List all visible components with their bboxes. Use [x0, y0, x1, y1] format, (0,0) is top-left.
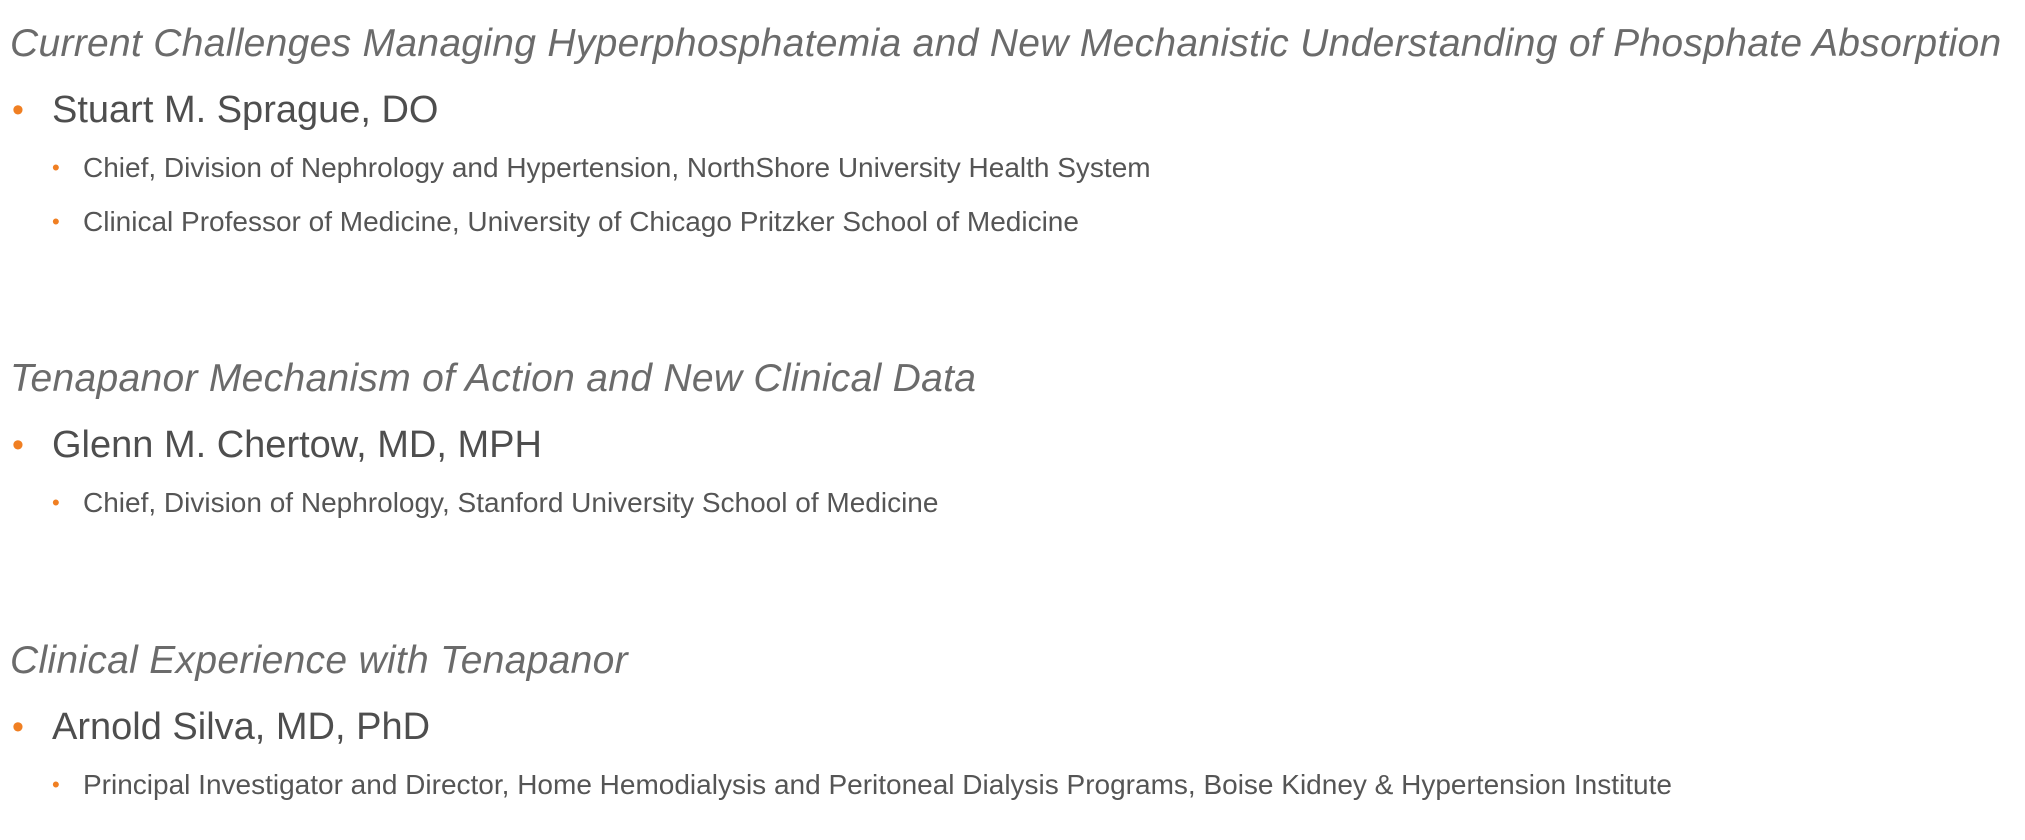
- bullet-icon: •: [12, 91, 24, 129]
- role-list: [10, 769, 1672, 824]
- bullet-icon: •: [52, 209, 60, 234]
- agenda-section: [10, 359, 976, 542]
- speaker-row: [10, 91, 2001, 135]
- role-item: [10, 769, 1672, 824]
- speaker-name: Stuart M. Sprague, DO: [52, 89, 439, 131]
- agenda-section: [10, 24, 2001, 261]
- role-item: [10, 207, 2001, 261]
- role-text: Chief, Division of Nephrology and Hypertension, NorthShore University Health System: [83, 152, 1151, 183]
- bullet-icon: •: [52, 490, 60, 515]
- role-item: [10, 153, 2001, 207]
- role-text: Clinical Professor of Medicine, University of Chicago Pritzker School of Medicine: [83, 206, 1079, 237]
- bullet-icon: •: [12, 708, 24, 746]
- agenda-section: [10, 639, 1672, 824]
- role-text: Principal Investigator and Director, Home Hemodialysis and Peritoneal Dialysis Programs, Boise Kidney & Hypertension Institute: [83, 769, 1672, 800]
- bullet-icon: •: [52, 155, 60, 180]
- speaker-row: [10, 426, 976, 470]
- speaker-row: [10, 708, 628, 752]
- role-list: [10, 153, 2001, 261]
- role-item: [10, 488, 976, 542]
- section-title: Current Challenges Managing Hyperphosphatemia and New Mechanistic Understanding of Phosphate Absorption: [10, 22, 2002, 65]
- speaker-name: Glenn M. Chertow, MD, MPH: [52, 424, 542, 466]
- section-title: Tenapanor Mechanism of Action and New Clinical Data: [10, 357, 977, 400]
- bullet-icon: •: [12, 426, 24, 464]
- role-list: [10, 488, 976, 542]
- role-text: Chief, Division of Nephrology, Stanford University School of Medicine: [83, 487, 939, 518]
- bullet-icon: •: [52, 772, 60, 797]
- speaker-name: Arnold Silva, MD, PhD: [52, 706, 431, 748]
- section-title: Clinical Experience with Tenapanor: [10, 639, 628, 682]
